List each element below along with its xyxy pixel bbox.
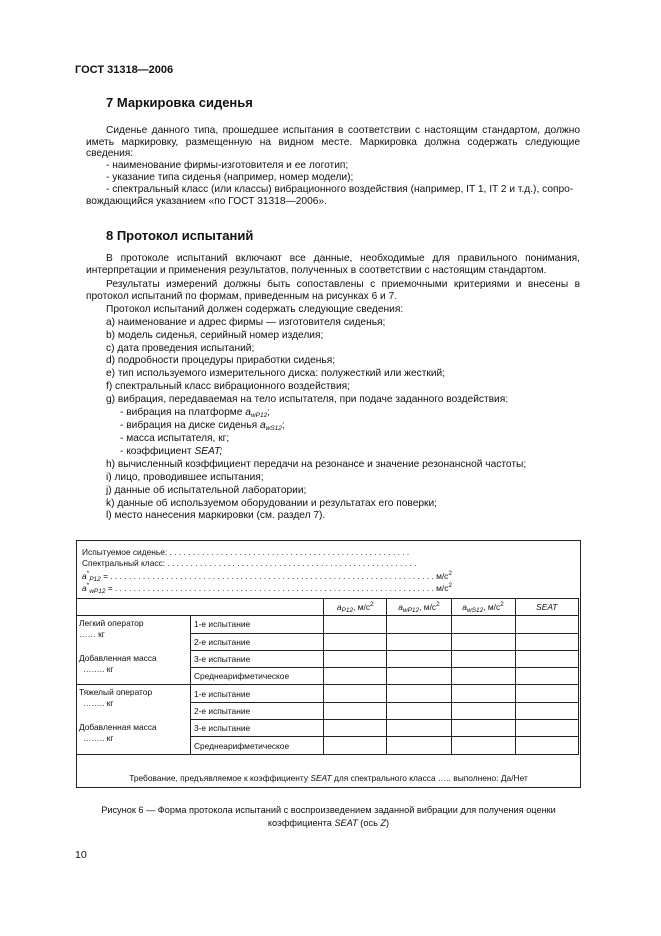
list-item: g) вибрация, передаваемая на тело испытателя, при подаче заданного воздействия:: [106, 394, 509, 405]
cell[interactable]: [515, 720, 578, 737]
list-item: d) подробности процедуры приработки сиденья;: [106, 355, 336, 366]
heavy-operator-mass: …….. кг: [83, 698, 114, 709]
sub-item-platform: - вибрация на платформе $a_{wP12}$;: [120, 407, 271, 419]
table-row: [76, 685, 579, 702]
section-8-paragraph: Результаты измерений должны быть сопоставлены с приемочными критериями и внесены в протокол испытаний по формам, приведенным на рисунках 6 и 7.: [86, 279, 580, 302]
column-header-awS12: $a_{wS12}$, $м/с^2$: [451, 599, 515, 616]
cell[interactable]: [324, 720, 387, 737]
heavy-added-mass-value: …….. кг: [83, 733, 114, 744]
cell[interactable]: [387, 720, 451, 737]
figure-caption-line: Рисунок 6 — Форма протокола испытаний с воспроизведением заданной вибрации для получения оценки: [101, 805, 556, 815]
seat-field: Испытуемое сиденье: . . . . . . . . . . . . . . . . . . . . . . . . . . . . . . . . . . . . . . . . . . . . . . . . . . . .: [82, 547, 410, 557]
test-label: 2-е испытание: [190, 702, 323, 719]
figure-caption: [76, 804, 581, 829]
cell[interactable]: [387, 650, 451, 667]
table-header-row: [76, 599, 579, 616]
cell[interactable]: [451, 720, 515, 737]
section-7-item: вождающийся указанием «по ГОСТ 31318—2006».: [86, 196, 327, 207]
cell[interactable]: [324, 668, 387, 685]
cell[interactable]: [515, 616, 578, 633]
cell[interactable]: [387, 633, 451, 650]
list-item: b) модель сиденья, серийный номер изделия;: [106, 330, 324, 341]
light-added-mass-label: Добавленная масса: [79, 653, 157, 664]
sub-item-mass: - масса испытателя, кг;: [120, 433, 230, 444]
section-7-title: 7 Маркировка сиденья: [106, 95, 253, 110]
section-8-paragraph: В протоколе испытаний включают все данные, необходимые для правильного понимания, интерпретации и применения результатов, полученных в соответствии с настоящим стандартом.: [86, 253, 580, 276]
results-table: [76, 598, 579, 755]
awP12-field: $a^*_{wP12}$ = . . . . . . . . . . . . . . . . . . . . . . . . . . . . . . . . . . . . . . . . . . . . . . . . . . . . . . . . . . . . . . . . . . . . . $м/с^2$: [82, 582, 453, 595]
cell[interactable]: [451, 668, 515, 685]
heavy-added-mass-label: Добавленная масса: [79, 722, 157, 733]
section-8-paragraph: Протокол испытаний должен содержать следующие сведения:: [106, 304, 404, 315]
list-item: a) наименование и адрес фирмы — изготовителя сиденья;: [106, 317, 386, 328]
requirement-line: Требование, предъявляемое к коэффициенту SEAT для спектрального класса ….. выполнено: Да/Нет: [129, 773, 528, 783]
heavy-operator-cell: [76, 685, 190, 754]
light-operator-cell: [76, 616, 190, 685]
light-added-mass-value: …….. кг: [83, 664, 114, 675]
spectral-class-field: Спектральный класс: . . . . . . . . . . . . . . . . . . . . . . . . . . . . . . . . . . . . . . . . . . . . . . . . . . . . . .: [82, 558, 417, 568]
test-protocol-form: [76, 540, 581, 788]
page-number: 10: [75, 849, 87, 861]
mean-label: Среднеарифметическое: [190, 668, 323, 685]
document-header: ГОСТ 31318—2006: [75, 64, 174, 76]
cell[interactable]: [324, 702, 387, 719]
list-item: h) вычисленный коэффициент передачи на резонансе и значение резонансной частоты;: [106, 459, 527, 470]
aP12-field: $a^*_{P12}$ = . . . . . . . . . . . . . . . . . . . . . . . . . . . . . . . . . . . . . . . . . . . . . . . . . . . . . . . . . . . . . . . . . . . . . . $м/с^2$: [82, 570, 452, 583]
cell[interactable]: [387, 737, 451, 754]
cell[interactable]: [515, 668, 578, 685]
cell[interactable]: [387, 702, 451, 719]
cell[interactable]: [324, 737, 387, 754]
cell[interactable]: [451, 685, 515, 702]
cell[interactable]: [387, 685, 451, 702]
mean-label: Среднеарифметическое: [190, 737, 323, 754]
cell[interactable]: [451, 702, 515, 719]
column-header-aP12: $a_{P12}$, $м/с^2$: [324, 599, 387, 616]
cell[interactable]: [515, 737, 578, 754]
test-label: 1-е испытание: [190, 616, 323, 633]
cell[interactable]: [515, 650, 578, 667]
column-header-seat: SEAT: [515, 599, 578, 616]
cell[interactable]: [324, 633, 387, 650]
section-7-item: - указание типа сиденья (например, номер модели);: [106, 172, 354, 183]
list-item: k) данные об используемом оборудовании и результатах его поверки;: [106, 498, 438, 509]
section-7-item: - спектральный класс (или классы) вибрационного воздействия (например, IT 1, IT 2 и т.д.), сопро-: [106, 184, 574, 195]
test-label: 2-е испытание: [190, 633, 323, 650]
cell[interactable]: [451, 616, 515, 633]
column-header-awP12: $a_{wP12}$, $м/с^2$: [387, 599, 451, 616]
cell[interactable]: [324, 616, 387, 633]
list-item: e) тип используемого измерительного диска: полужесткий или жесткий;: [106, 368, 446, 379]
cell[interactable]: [515, 633, 578, 650]
section-7-item: - наименование фирмы-изготовителя и ее логотип;: [106, 160, 349, 171]
test-label: 3-е испытание: [190, 720, 323, 737]
cell[interactable]: [387, 668, 451, 685]
light-operator-label: Легкий оператор: [79, 618, 144, 629]
section-8-title: 8 Протокол испытаний: [106, 228, 254, 243]
cell[interactable]: [451, 650, 515, 667]
sub-item-disk: - вибрация на диске сиденья $a_{wS12}$;: [120, 420, 285, 432]
list-item: c) дата проведения испытаний;: [106, 343, 255, 354]
cell[interactable]: [451, 737, 515, 754]
cell[interactable]: [324, 650, 387, 667]
figure-caption-line: коэффициента SEAT (ось Z): [267, 817, 390, 828]
cell[interactable]: [324, 685, 387, 702]
cell[interactable]: [515, 685, 578, 702]
test-label: 1-е испытание: [190, 685, 323, 702]
list-item: i) лицо, проводившее испытания;: [106, 472, 264, 483]
cell[interactable]: [451, 633, 515, 650]
light-operator-mass: …… кг: [79, 629, 105, 640]
test-label: 3-е испытание: [190, 650, 323, 667]
table-row: [76, 616, 579, 633]
cell[interactable]: [387, 616, 451, 633]
list-item: f) спектральный класс вибрационного воздействия;: [106, 381, 350, 392]
cell[interactable]: [515, 702, 578, 719]
list-item: l) место нанесения маркировки (см. раздел 7).: [106, 510, 326, 521]
list-item: j) данные об испытательной лаборатории;: [106, 485, 307, 496]
heavy-operator-label: Тяжелый оператор: [79, 687, 153, 698]
section-7-intro: Сиденье данного типа, прошедшее испытания в соответствии с настоящим стандартом, должно иметь маркировку, размещенную на видном месте. Маркировка должна содержать следующие сведения:: [86, 125, 580, 160]
sub-item-coefficient: - коэффициент SEAT;: [120, 446, 223, 457]
